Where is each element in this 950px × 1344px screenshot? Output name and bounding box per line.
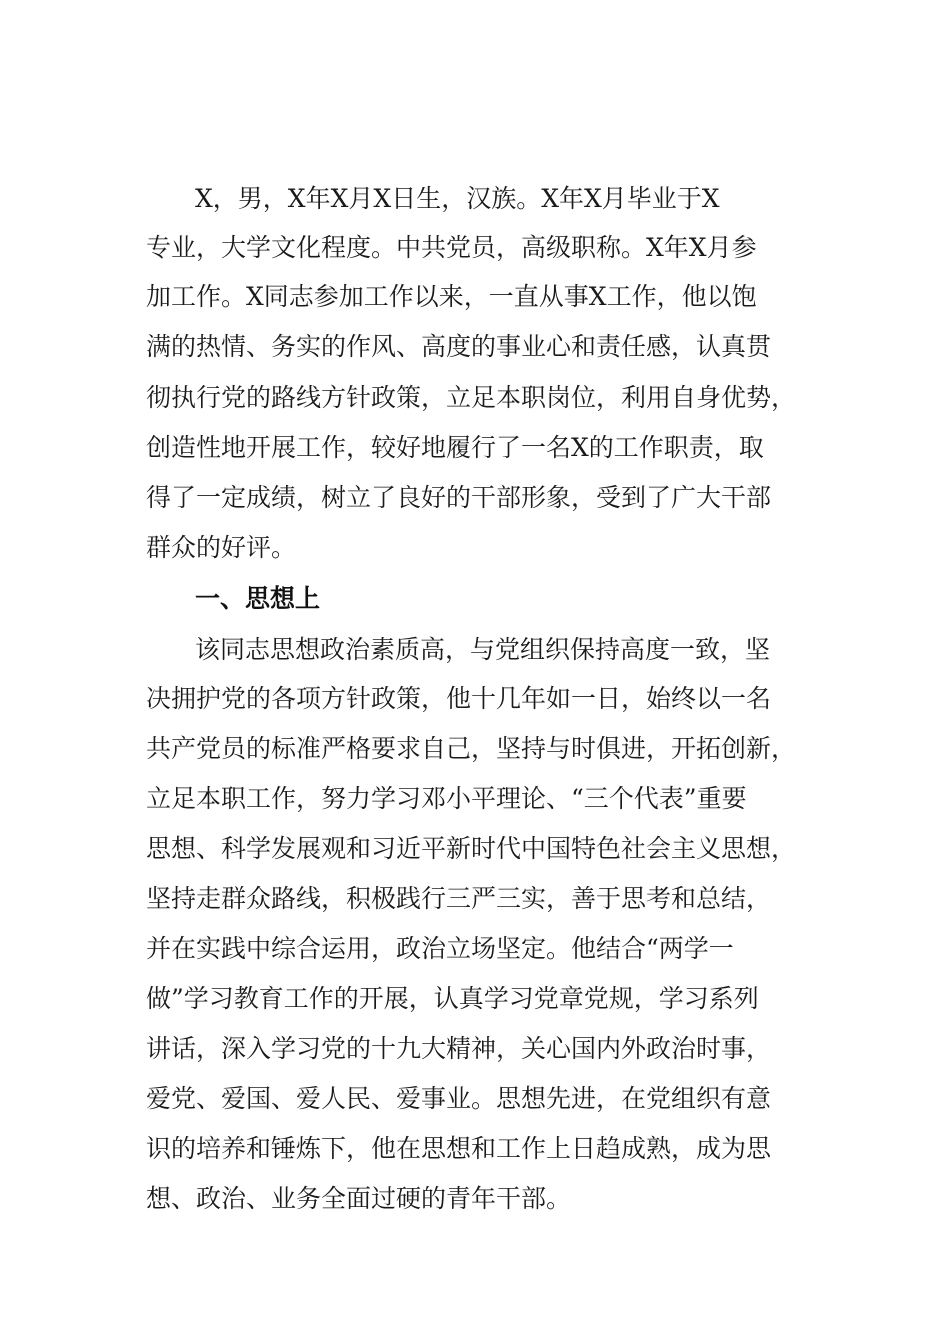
intro-line-7: 得了一定成绩，树立了良好的干部形象，受到了广大干部 bbox=[146, 483, 772, 512]
intro-line-5: 彻执行党的路线方针政策，立足本职岗位，利用自身优势， bbox=[146, 383, 797, 412]
section1-line-3: 共产党员的标准严格要求自己，坚持与时俱进，开拓创新， bbox=[146, 734, 797, 763]
intro-line-2: 专业，大学文化程度。中共党员，高级职称。X年X月参 bbox=[146, 233, 757, 262]
section1-line-11: 识的培养和锤炼下，他在思想和工作上日趋成熟，成为思 bbox=[146, 1134, 772, 1163]
section1-line-8: 做”学习教育工作的开展，认真学习党章党规，学习系列 bbox=[146, 984, 759, 1013]
section1-line-1: 该同志思想政治素质高，与党组织保持高度一致，坚 bbox=[195, 635, 771, 664]
section1-line-9: 讲话，深入学习党的十九大精神，关心国内外政治时事， bbox=[146, 1034, 772, 1063]
section1-line-6: 坚持走群众路线，积极践行三严三实，善于思考和总结， bbox=[146, 884, 772, 913]
intro-line-6: 创造性地开展工作，较好地履行了一名X的工作职责，取 bbox=[146, 433, 764, 462]
section1-line-10: 爱党、爱国、爱人民、爱事业。思想先进，在党组织有意 bbox=[146, 1084, 772, 1113]
intro-line-1: X，男，X年X月X日生，汉族。X年X月毕业于X bbox=[195, 184, 720, 213]
intro-line-3: 加工作。X同志参加工作以来，一直从事X工作，他以饱 bbox=[146, 282, 757, 311]
section1-line-12: 想、政治、业务全面过硬的青年干部。 bbox=[146, 1184, 572, 1213]
intro-line-4: 满的热情、务实的作风、高度的事业心和责任感，认真贯 bbox=[146, 332, 772, 361]
section1-line-4: 立足本职工作，努力学习邓小平理论、“三个代表”重要 bbox=[146, 784, 747, 813]
section-heading-thought: 一、思想上 bbox=[195, 584, 321, 613]
intro-line-8: 群众的好评。 bbox=[146, 533, 297, 562]
section1-line-5: 思想、科学发展观和习近平新时代中国特色社会主义思想， bbox=[146, 834, 797, 863]
section1-line-7: 并在实践中综合运用，政治立场坚定。他结合“两学一 bbox=[146, 934, 734, 963]
section1-line-2: 决拥护党的各项方针政策，他十几年如一日，始终以一名 bbox=[146, 684, 772, 713]
